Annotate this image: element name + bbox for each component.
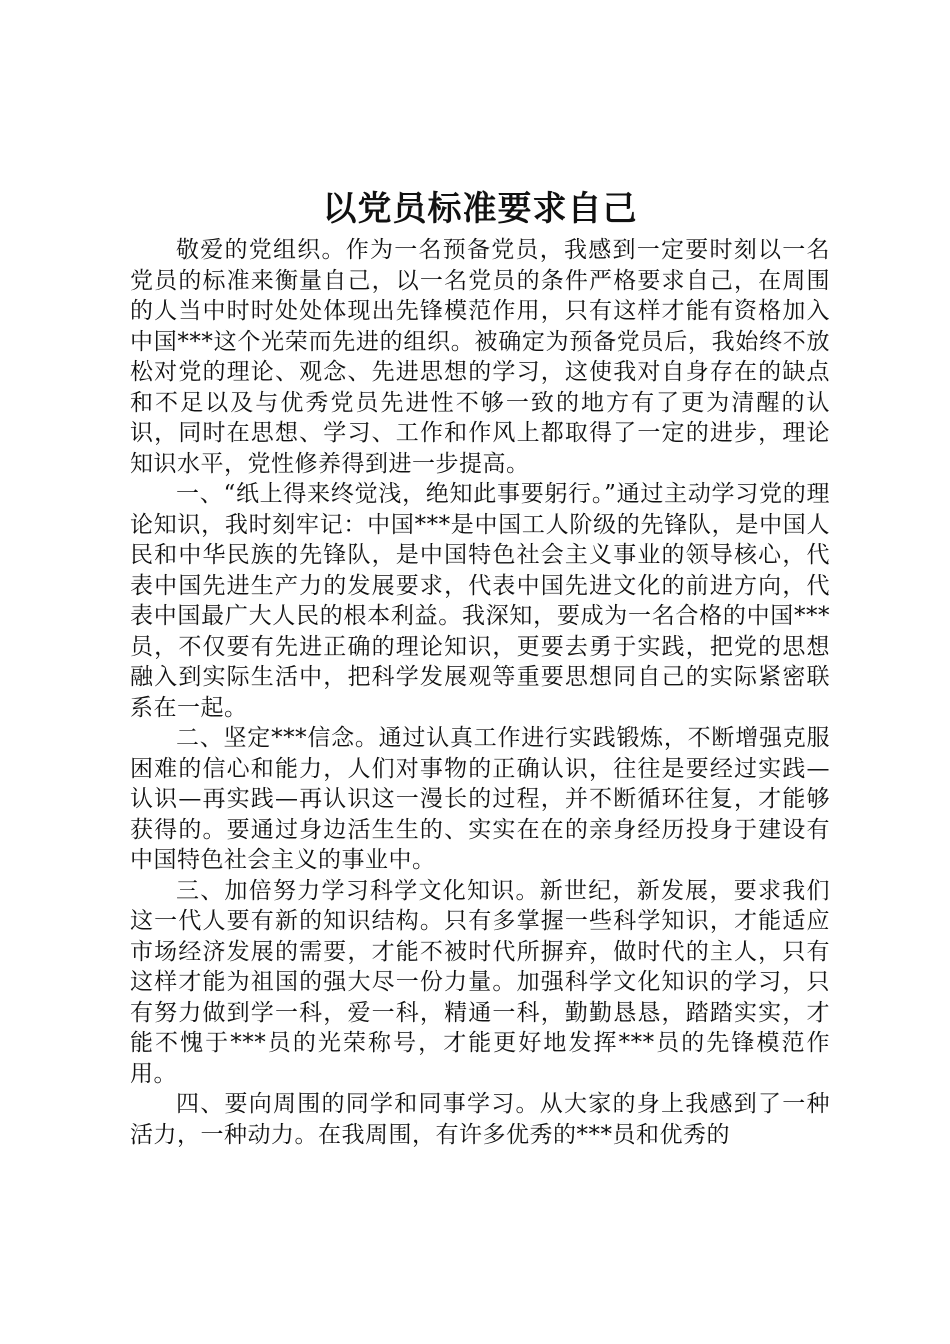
paragraph-point-four: 四、要向周围的同学和同事学习。从大家的身上我感到了一种活力，一种动力。在我周围，有许多优秀的***员和优秀的 xyxy=(130,1091,830,1148)
paragraph-point-one: 一、“纸上得来终觉浅，绝知此事要躬行。”通过主动学习党的理论知识，我时刻牢记：中国***是中国工人阶级的先锋队，是中国人民和中华民族的先锋队，是中国特色社会主义事业的领导核心，代表中国先进生产力的发展要求，代表中国先进文化的前进方向，代表中国最广大人民的根本利益。我深知，要成为一名合格的中国***员，不仅要有先进正确的理论知识，更要去勇于实践，把党的思想融入到实际生活中，把科学发展观等重要思想同自己的实际紧密联系在一起。 xyxy=(130,481,830,721)
paragraph-point-two: 二、坚定***信念。通过认真工作进行实践锻炼，不断增强克服困难的信心和能力，人们对事物的正确认识，往往是要经过实践—认识—再实践—再认识这一漫长的过程，并不断循环往复，才能够获得的。要通过身边活生生的、实实在在的亲身经历投身于建设有中国特色社会主义的事业中。 xyxy=(130,725,830,873)
paragraph-intro: 敬爱的党组织。作为一名预备党员，我感到一定要时刻以一名党员的标准来衡量自己，以一名党员的条件严格要求自己，在周围的人当中时时处处体现出先锋模范作用，只有这样才能有资格加入中国***这个光荣而先进的组织。被确定为预备党员后，我始终不放松对党的理论、观念、先进思想的学习，这使我对自身存在的缺点和不足以及与优秀党员先进性不够一致的地方有了更为清醒的认识，同时在思想、学习、工作和作风上都取得了一定的进步，理论知识水平，党性修养得到进一步提高。 xyxy=(130,237,830,477)
document-title: 以党员标准要求自己 xyxy=(322,189,638,229)
paragraph-point-three: 三、加倍努力学习科学文化知识。新世纪，新发展，要求我们这一代人要有新的知识结构。只有多掌握一些科学知识，才能适应市场经济发展的需要，才能不被时代所摒弃，做时代的主人，只有这样才能为祖国的强大尽一份力量。加强科学文化知识的学习，只有努力做到学一科，爱一科，精通一科，勤勤恳恳，踏踏实实，才能不愧于***员的光荣称号，才能更好地发挥***员的先锋模范作用。 xyxy=(130,877,830,1087)
document-page xyxy=(130,185,830,1150)
